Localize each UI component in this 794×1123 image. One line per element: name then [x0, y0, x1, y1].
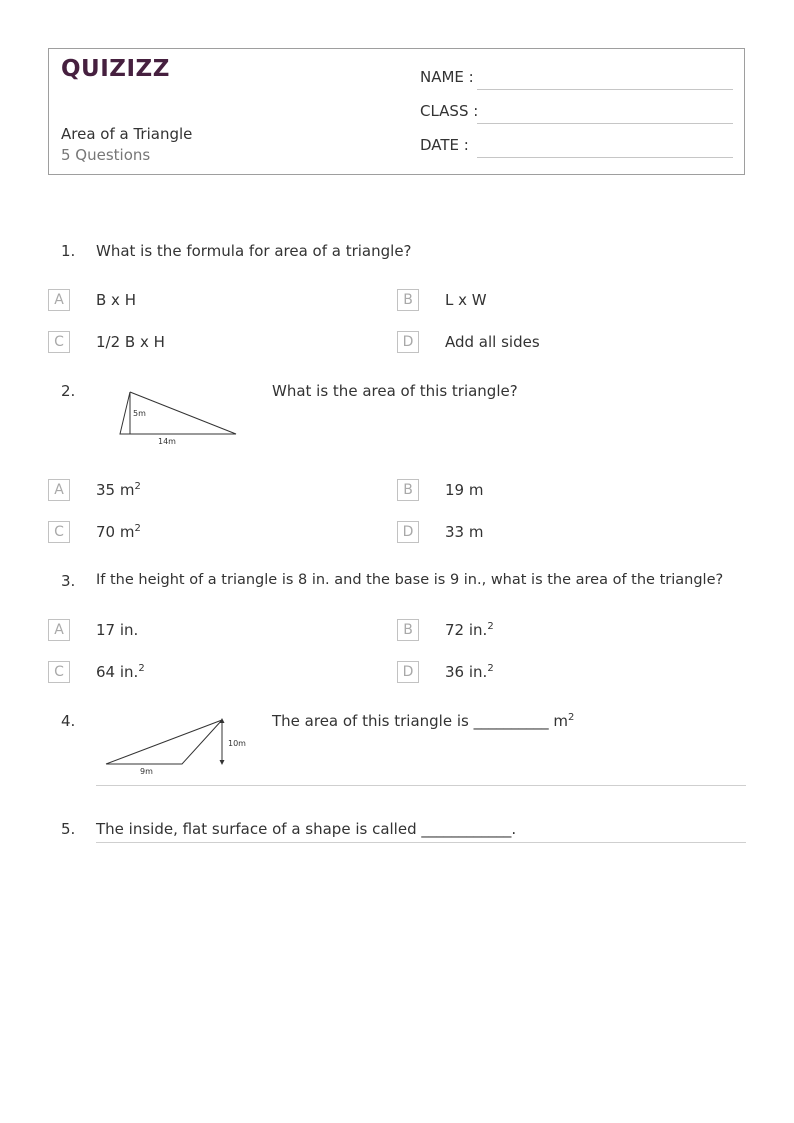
option-letter[interactable]: C — [48, 331, 70, 353]
question-2-text: What is the area of this triangle? — [272, 382, 518, 400]
option-letter[interactable]: D — [397, 331, 419, 353]
date-label: DATE : — [420, 136, 469, 154]
option-letter[interactable]: C — [48, 521, 70, 543]
triangle-figure-q2 — [112, 384, 244, 450]
option-text[interactable]: B x H — [96, 291, 136, 309]
option-letter[interactable]: D — [397, 661, 419, 683]
option-text[interactable]: 33 m — [445, 523, 484, 541]
triangle-figure-q4 — [100, 712, 252, 778]
question-1-number: 1. — [61, 242, 76, 260]
question-4-text: The area of this triangle is __________ $m^2$ — [272, 712, 575, 730]
answer-line-q4[interactable] — [96, 785, 746, 786]
option-text[interactable]: 19 m — [445, 481, 484, 499]
option-letter[interactable]: D — [397, 521, 419, 543]
date-field[interactable] — [477, 157, 733, 158]
question-5-text: The inside, flat surface of a shape is called ____________. — [96, 820, 517, 838]
option-text[interactable]: 64 in.$^2$ — [96, 663, 145, 681]
option-text[interactable]: 72 in.$^2$ — [445, 621, 494, 639]
option-letter[interactable]: A — [48, 619, 70, 641]
option-letter[interactable]: B — [397, 289, 419, 311]
option-text[interactable]: 70 $m^2$ — [96, 523, 141, 541]
option-text[interactable]: 35 $m^2$ — [96, 481, 141, 499]
worksheet-title: Area of a Triangle — [61, 125, 193, 143]
name-label: NAME : — [420, 68, 474, 86]
height-label: 5m — [133, 409, 146, 418]
option-letter[interactable]: A — [48, 289, 70, 311]
question-count: 5 Questions — [61, 146, 151, 164]
option-text[interactable]: 36 in.$^2$ — [445, 663, 494, 681]
question-4-number: 4. — [61, 712, 76, 730]
option-letter[interactable]: B — [397, 479, 419, 501]
option-text[interactable]: Add all sides — [445, 333, 540, 351]
base-label: 9m — [140, 767, 153, 776]
option-letter[interactable]: A — [48, 479, 70, 501]
base-label: 14m — [158, 437, 176, 446]
question-2-number: 2. — [61, 382, 76, 400]
class-field[interactable] — [477, 123, 733, 124]
question-1-text: What is the formula for area of a triangle? — [96, 242, 412, 260]
class-label: CLASS : — [420, 102, 479, 120]
question-3-number: 3. — [61, 572, 76, 590]
height-label: 10m — [228, 739, 246, 748]
option-text[interactable]: 1/2 B x H — [96, 333, 165, 351]
answer-line-q5[interactable] — [96, 842, 746, 843]
option-text[interactable]: L x W — [445, 291, 487, 309]
quizizz-logo: QUIZIZZ — [61, 56, 170, 82]
arrow-head-bottom — [220, 760, 225, 765]
question-5-number: 5. — [61, 820, 76, 838]
question-3-text: If the height of a triangle is 8 in. and the base is 9 in., what is the area of the triangle? — [96, 572, 724, 588]
option-text[interactable]: 17 in. — [96, 621, 139, 639]
option-letter[interactable]: C — [48, 661, 70, 683]
triangle-outline — [106, 720, 222, 764]
option-letter[interactable]: B — [397, 619, 419, 641]
name-field[interactable] — [477, 89, 733, 90]
